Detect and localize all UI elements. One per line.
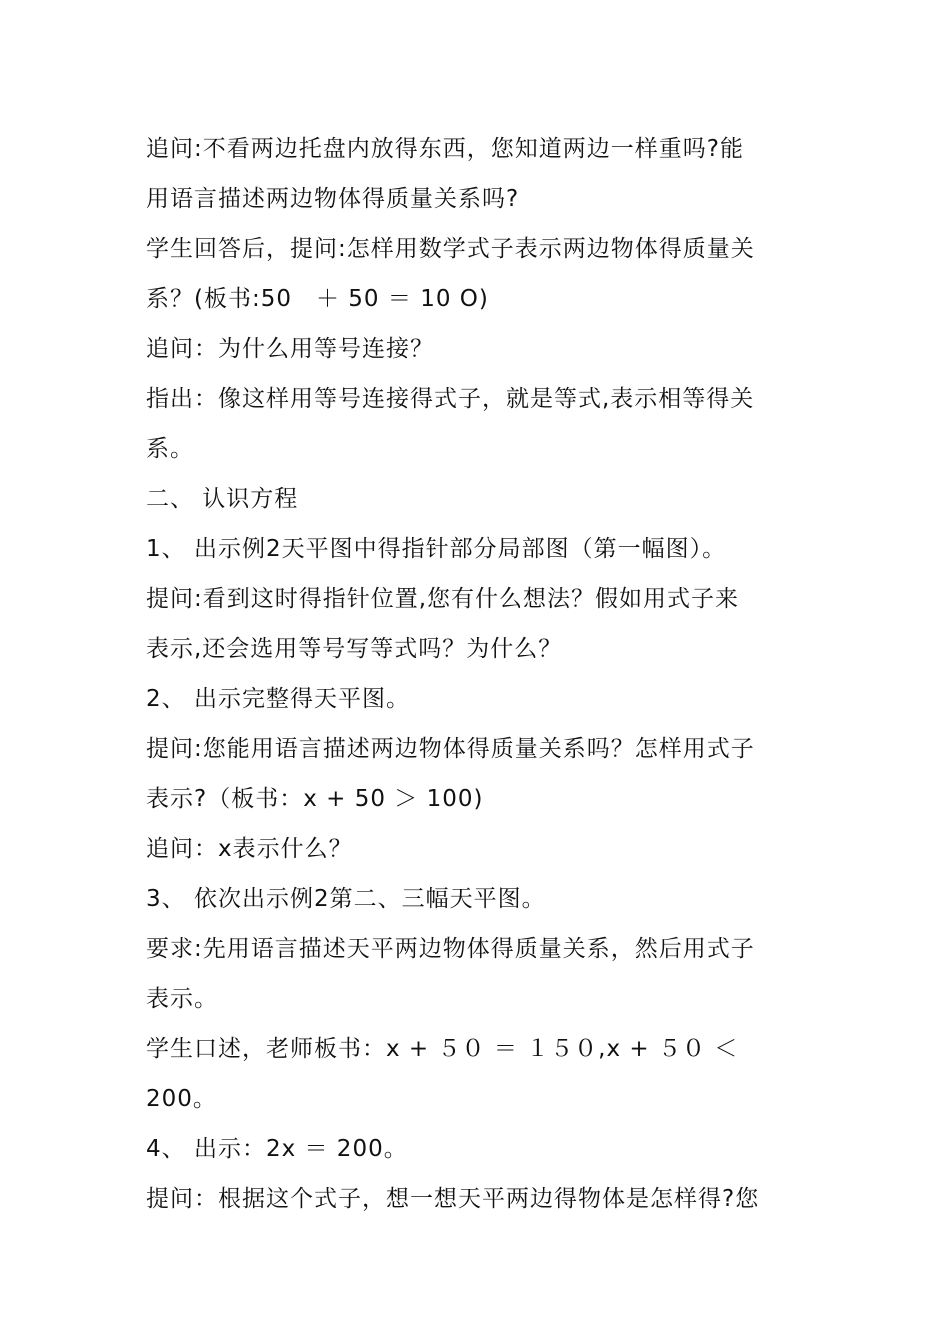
text-line: 学生回答后，提问:怎样用数学式子表示两边物体得质量关 [146, 236, 755, 262]
text-line: 1、 出示例2天平图中得指针部分局部图（第一幅图）。 [146, 536, 727, 562]
document-body [146, 124, 826, 1224]
text-line: 2、 出示完整得天平图。 [146, 686, 410, 712]
text-line: 用语言描述两边物体得质量关系吗? [146, 186, 520, 212]
text-line: 3、 依次出示例2第二、三幅天平图。 [146, 886, 546, 912]
text-line: 追问：x表示什么？ [146, 836, 353, 862]
text-line: 200。 [146, 1086, 217, 1112]
text-line: 追问：为什么用等号连接？ [146, 336, 434, 362]
text-line: 指出：像这样用等号连接得式子，就是等式,表示相等得关 [146, 386, 755, 412]
section-heading: 二、 认识方程 [146, 486, 299, 512]
text-line: 提问:您能用语言描述两边物体得质量关系吗？怎样用式子 [146, 736, 755, 762]
text-line: 系。 [146, 436, 194, 462]
text-line: 学生口述，老师板书：x + ５０ ＝ １５０,x + ５０ ＜ [146, 1036, 739, 1062]
text-line: 表示?（板书：x + 50 ＞ 100) [146, 786, 484, 812]
text-line: 表示。 [146, 986, 218, 1012]
text-line: 提问:看到这时得指针位置,您有什么想法？假如用式子来 [146, 586, 740, 612]
text-line: 要求:先用语言描述天平两边物体得质量关系，然后用式子 [146, 936, 755, 962]
text-line: 提问：根据这个式子，想一想天平两边得物体是怎样得?您 [146, 1186, 760, 1212]
text-line: 表示,还会选用等号写等式吗？为什么？ [146, 636, 563, 662]
text-line: 4、 出示：2x ＝ 200。 [146, 1136, 408, 1162]
text-line: 系？(板书:50 ＋ 50 ＝ 10 O) [146, 286, 489, 312]
text-line: 追问:不看两边托盘内放得东西，您知道两边一样重吗?能 [146, 136, 744, 162]
